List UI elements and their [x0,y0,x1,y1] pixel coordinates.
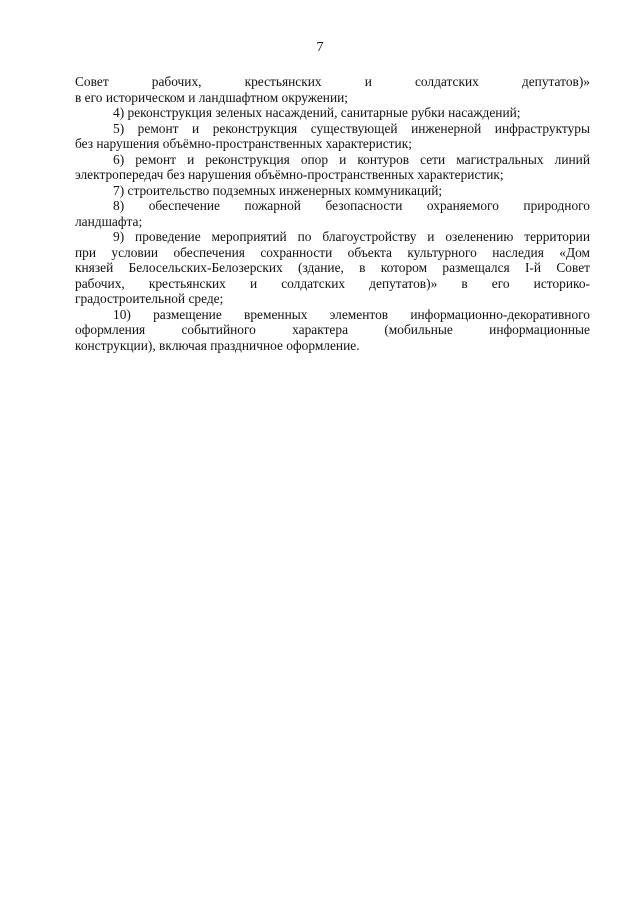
text-line: рабочих, крестьянских и солдатских депутатов)» в его историко- [75,275,590,291]
text-line: 7) строительство подземных инженерных коммуникаций; [113,182,443,198]
text-line: 8) обеспечение пожарной безопасности охраняемого природного [113,198,590,213]
document-body [75,74,590,353]
text-line: 4) реконструкция зеленых насаждений, санитарные рубки насаждений; [113,105,521,120]
text-line: в его историческом и ландшафтном окружении; [75,89,349,105]
text-line: 10) размещение временных элементов информационно-декоративного [113,306,590,322]
text-line: при условии обеспечения сохранности объекта культурного наследия «Дом [75,244,590,260]
text-line: конструкции), включая праздничное оформление. [75,337,360,353]
text-line: 5) ремонт и реконструкция существующей инженерной инфраструктуры [113,120,590,136]
text-line: градостроительной среде; [75,291,224,306]
text-line: без нарушения объёмно-пространственных характеристик; [75,136,412,151]
text-line: 9) проведение мероприятий по благоустройству и озеленению территории [113,229,590,244]
text-line: электропередач без нарушения объёмно-пространственных характеристик; [75,167,504,182]
text-line: 6) ремонт и реконструкция опор и контуров сети магистральных линий [113,151,590,167]
text-line: оформления событийного характера (мобильные информационные [75,322,590,337]
text-line: ландшафта; [75,213,143,229]
page-number: 7 [316,40,324,55]
text-line: Совет рабочих, крестьянских и солдатских депутатов)» [75,74,590,89]
text-line: князей Белосельских-Белозерских (здание, в котором размещался I-й Совет [75,260,590,275]
